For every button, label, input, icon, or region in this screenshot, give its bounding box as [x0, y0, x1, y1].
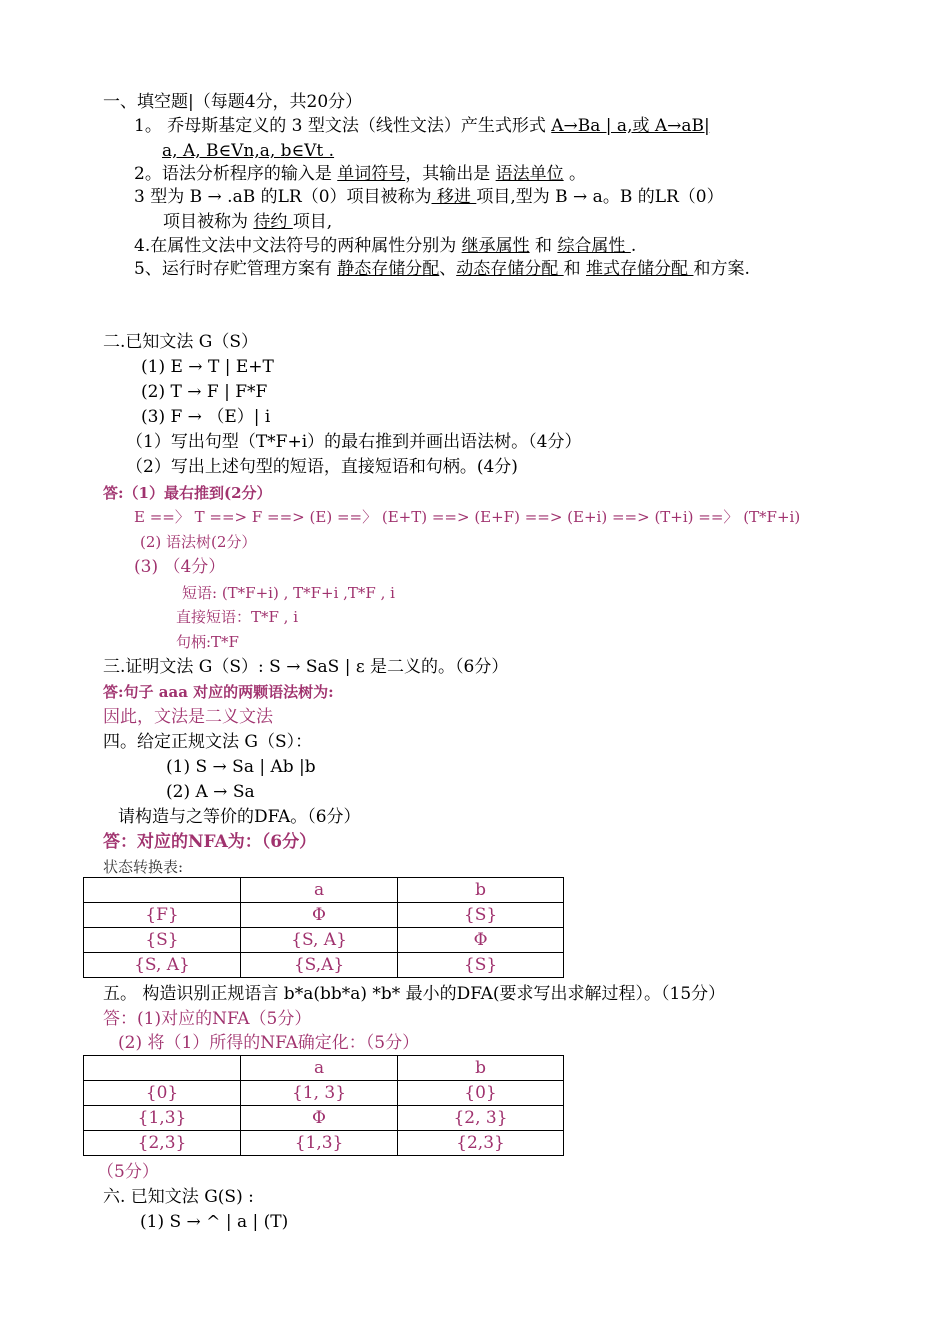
- s4-answer-1: 答：对应的NFA为：（6分）: [103, 832, 317, 852]
- q2-text: 2。语法分析程序的输入是: [134, 164, 338, 184]
- q5-answer-2: 动态存储分配: [456, 259, 564, 279]
- table-header-cell: a: [240, 878, 397, 903]
- table-header-cell: [84, 878, 241, 903]
- table-cell: {0}: [84, 1081, 241, 1106]
- table-cell: {0}: [398, 1081, 564, 1106]
- section-3-title: 三.证明文法 G（S）: S → SaS | ε 是二义的。（6分）: [103, 657, 509, 677]
- table-caption: 状态转换表:: [103, 858, 184, 876]
- table-row: [84, 1056, 564, 1081]
- q4-line: [134, 235, 636, 257]
- s5-score: （5分）: [97, 1162, 159, 1182]
- section-2-title: 二.已知文法 G（S）: [103, 332, 259, 352]
- s4-rule-1: (1) S → Sa | Ab |b: [166, 757, 316, 777]
- table-cell: Φ: [240, 903, 397, 928]
- q5-answer-1: 静态存储分配: [337, 259, 440, 279]
- section-1-title: 一、填空题|（每题4分，共20分）: [103, 92, 363, 112]
- table-cell: Φ: [241, 1106, 398, 1131]
- q1-line: [134, 115, 710, 137]
- q1-answer-cont: a, A, B∈Vn,a, b∈Vt .: [162, 141, 335, 161]
- section-4-title: 四。给定正规文法 G（S）：: [103, 732, 313, 752]
- q2-answer-1: 单词符号: [337, 164, 406, 184]
- section-6-title: 六. 已知文法 G(S) :: [103, 1187, 254, 1207]
- section-5-title: 五。 构造识别正规语言 b*a(bb*a) *b* 最小的DFA(要求写出求解过程）。（15分）: [103, 984, 726, 1004]
- q3-answer-2: 待约: [253, 212, 293, 232]
- q1-answer: A→Ba | a,或 A→aB|: [551, 116, 710, 136]
- s3-answer-1: 答:句子 aaa 对应的两颗语法树为:: [103, 683, 334, 701]
- table-cell: {2,3}: [398, 1131, 564, 1156]
- table-header-cell: b: [398, 1056, 564, 1081]
- q2-answer-2: 语法单位: [495, 164, 564, 184]
- table-row: [84, 1106, 564, 1131]
- direct-phrases: 直接短语：T*F , i: [176, 608, 299, 626]
- table-cell: {F}: [84, 903, 241, 928]
- q4-answer-2: 综合属性: [557, 236, 631, 256]
- grammar-rule-3: (3) F → （E）| i: [141, 407, 271, 427]
- table-row: [84, 953, 564, 978]
- q5-answer-3: 堆式存储分配: [586, 259, 694, 279]
- table-cell: {1,3}: [241, 1131, 398, 1156]
- q4-text-3: .: [630, 236, 637, 256]
- handle: 句柄:T*F: [176, 633, 239, 651]
- table-header-cell: [84, 1056, 241, 1081]
- table-row: [84, 1131, 564, 1156]
- q1-text: 1。 乔母斯基定义的 3 型文法（线性文法）产生式形式: [134, 116, 552, 136]
- table-cell: {2, 3}: [398, 1106, 564, 1131]
- s2-question-1: （1）写出句型（T*F+i）的最右推到并画出语法树。（4分）: [126, 432, 582, 452]
- q5-text-2: 、: [439, 259, 457, 279]
- table-row: [84, 928, 564, 953]
- q5-line: [134, 258, 750, 280]
- grammar-rule-2: (2) T → F | F*F: [141, 382, 268, 402]
- s3-answer-2: 因此，文法是二义文法: [103, 707, 273, 727]
- table-cell: {S,A}: [240, 953, 397, 978]
- q4-answer-1: 继承属性: [461, 236, 530, 256]
- q3-line-2: [163, 211, 332, 233]
- table-row: [84, 878, 564, 903]
- s4-request: 请构造与之等价的DFA。（6分）: [118, 807, 361, 827]
- table-cell: {1,3}: [84, 1106, 241, 1131]
- q3-text-2: 项目,型为 B → a。B 的LR（0）: [476, 187, 724, 207]
- q3-answer-1: 移进: [431, 187, 477, 207]
- q2-text-2: ，其输出是: [405, 164, 496, 184]
- q2-text-3: 。: [563, 164, 587, 184]
- s2-answer-3: (3) （4分）: [134, 557, 226, 577]
- state-table-1: [83, 877, 564, 978]
- table-cell: {S}: [398, 953, 564, 978]
- s2-answer-2: (2) 语法树(2分）: [140, 533, 257, 551]
- s2-question-2: （2）写出上述句型的短语，直接短语和句柄。(4分): [126, 457, 518, 477]
- state-table-2: [83, 1055, 564, 1156]
- q4-text-2: 和: [529, 236, 558, 256]
- q5-text: 5、运行时存贮管理方案有: [134, 259, 338, 279]
- s4-rule-2: (2) A → Sa: [166, 782, 255, 802]
- derivation: E ==〉 T ==> F ==> (E) ==〉 (E+T) ==> (E+F) ==> (E+i) ==> (T+i) ==〉 (T*F+i): [134, 508, 801, 526]
- table-cell: {S}: [84, 928, 241, 953]
- s2-answer-1: 答:（1）最右推到(2分）: [103, 484, 272, 502]
- table-cell: {2,3}: [84, 1131, 241, 1156]
- table-row: [84, 1081, 564, 1106]
- q3-text-3: 项目被称为: [163, 212, 254, 232]
- table-cell: Φ: [398, 928, 564, 953]
- grammar-rule-1: (1) E → T | E+T: [141, 357, 274, 377]
- s6-rule-1: (1) S → ^ | a | (T): [140, 1212, 289, 1232]
- q3-text-4: 项目,: [292, 212, 333, 232]
- q3-line: [134, 186, 724, 208]
- table-row: [84, 903, 564, 928]
- table-header-cell: b: [398, 878, 564, 903]
- phrases: 短语: (T*F+i) , T*F+i ,T*F , i: [182, 584, 395, 602]
- table-cell: {1, 3}: [241, 1081, 398, 1106]
- table-cell: {S, A}: [240, 928, 397, 953]
- q2-line: [134, 163, 586, 185]
- s5-answer-1: 答：(1)对应的NFA（5分）: [103, 1009, 312, 1029]
- table-cell: {S}: [398, 903, 564, 928]
- q5-text-3: 和: [563, 259, 587, 279]
- q5-text-4: 和方案.: [693, 259, 750, 279]
- q3-text: 3 型为 B → .aB 的LR（0）项目被称为: [134, 187, 432, 207]
- table-cell: {S, A}: [84, 953, 241, 978]
- q4-text: 4.在属性文法中文法符号的两种属性分别为: [134, 236, 462, 256]
- s5-answer-2: (2) 将（1）所得的NFA确定化：（5分）: [118, 1033, 420, 1053]
- table-header-cell: a: [241, 1056, 398, 1081]
